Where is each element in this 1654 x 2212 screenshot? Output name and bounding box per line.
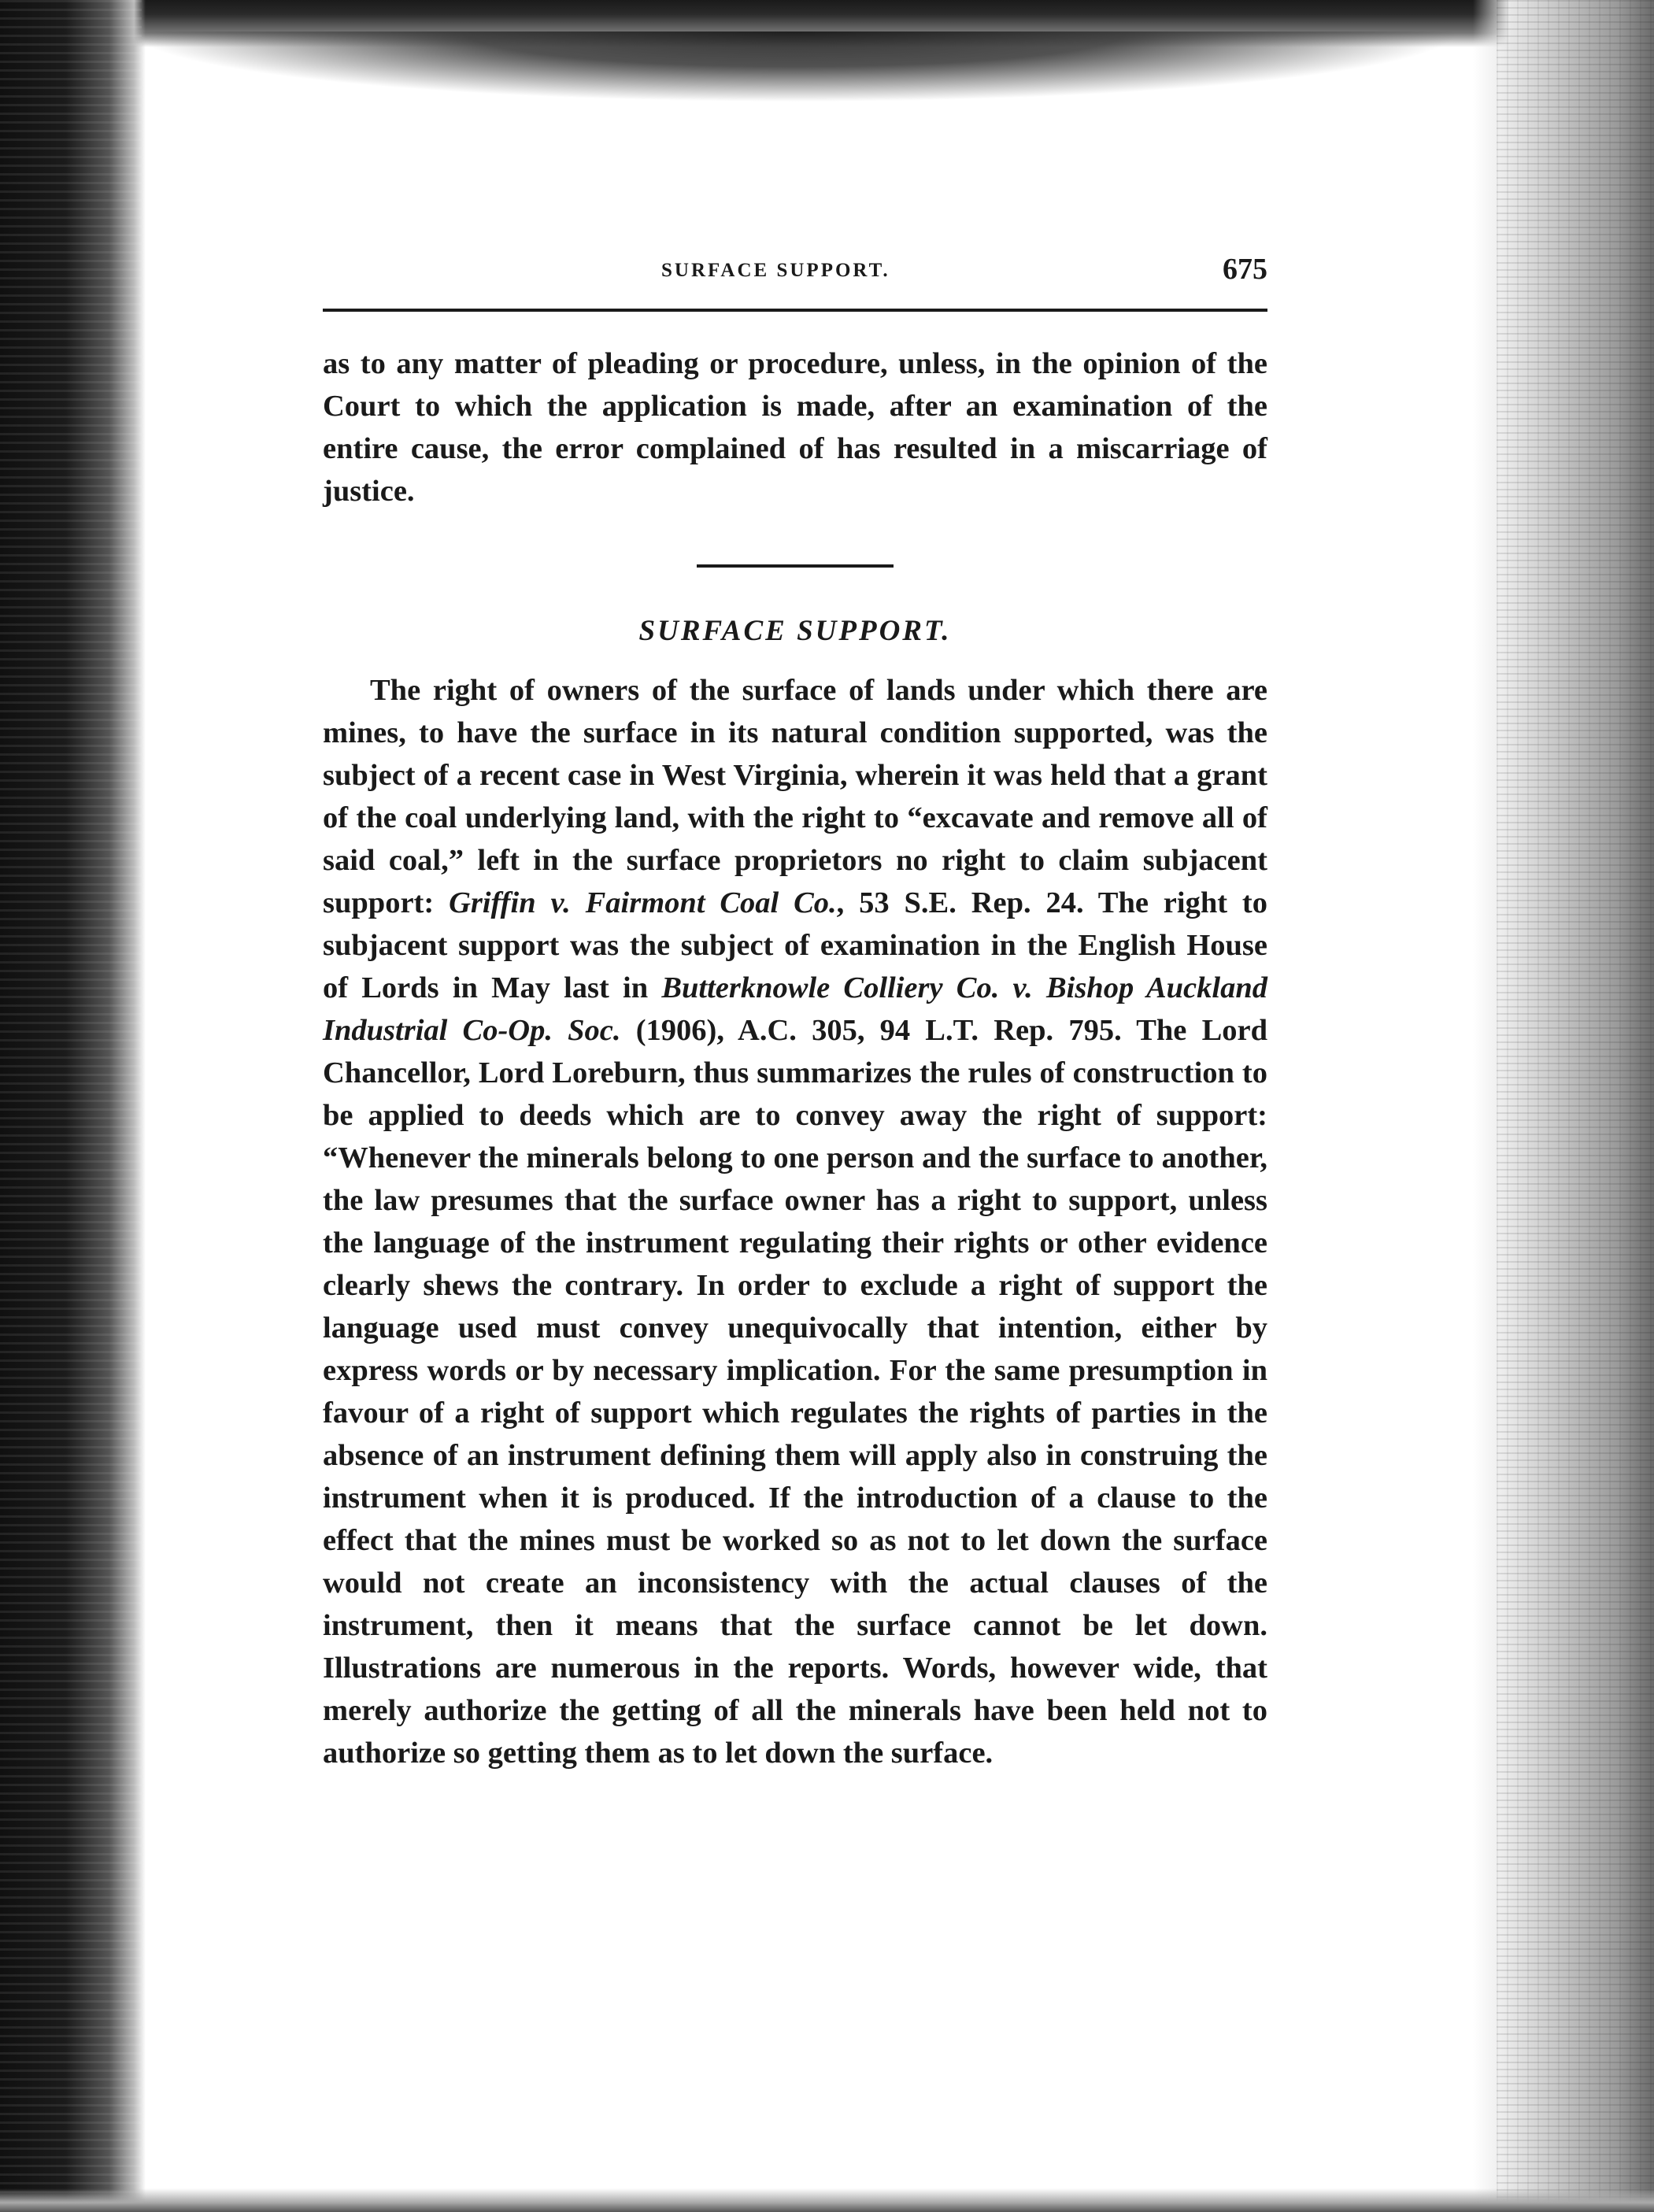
scan-page-curl [126, 31, 1464, 102]
case-citation: Griffin v. Fairmont Coal Co. [449, 886, 837, 919]
scan-noise-right [1497, 0, 1654, 2212]
running-head [323, 252, 1267, 299]
paragraph-text: , 53 S.E. Rep. 24. The right to subjacent support was the subject of examination in the English House of Lords in May last in [323, 886, 1267, 1004]
continued-paragraph: as to any matter of pleading or procedure, unless, in the opinion of the Court to which the application is made, after an examination of the entire cause, the error complained of has resulted in a miscarriage of justice. [323, 347, 1267, 508]
section-title: SURFACE SUPPORT. [638, 615, 952, 647]
running-title: SURFACE SUPPORT. [661, 260, 890, 281]
paragraph-text: (1906), A.C. 305, 94 L.T. Rep. 795. The Lord Chancellor, Lord Loreburn, thus summarizes the rules of construction to be applied to deeds which are to convey away the right of support: “Whenever the minerals belong to one person and the surface to another, the law presumes that the surface owner has a right to support, unless the language of the instrument regulating their rights or other evidence clearly shews the contrary. In order to exclude a right of support the language used must convey unequivocally that intention, either by express words or by necessary implication. For the same presumption in favour of a right of support which regulates the rights of parties in the absence of an instrument defining them will apply also in construing the instrument when it is produced. If the introduction of a clause to the effect that the mines must be worked so as not to let down the surface would not create an inconsistency with the actual clauses of the instrument, then it means that the surface cannot be let down. Illustrations are numerous in the reports. Words, however wide, that merely authorize the getting of all the minerals have been held not to authorize so getting them as to let down the surface. [323, 1014, 1267, 1770]
case-citation: Butterknowle Colliery Co. v. Bishop Auckland Industrial Co-Op. Soc. [323, 971, 1267, 1047]
scan-shadow-bottom [0, 2188, 1654, 2212]
section-paragraph [323, 669, 1267, 1774]
book-page [323, 252, 1267, 1770]
paragraph-text: The right of owners of the surface of lands under which there are mines, to have the surface in its natural condition supported, was the subject of a recent case in West Virginia, wherein it was held that a grant of the coal underlying land, with the right to “excavate and remove all of said coal,” left in the surface proprietors no right to claim subjacent support: [323, 674, 1267, 919]
scan-noise-left [0, 0, 142, 2212]
page-number: 675 [1223, 253, 1267, 286]
section-divider [697, 564, 894, 568]
header-rule [323, 309, 1267, 312]
